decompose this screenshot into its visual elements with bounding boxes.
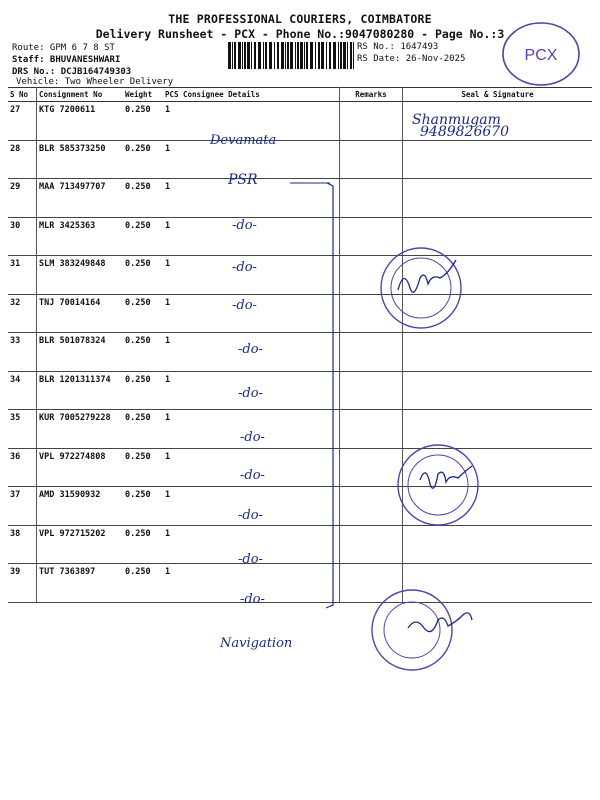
ditto-row38: -do-: [238, 552, 263, 567]
col-remarks: Remarks: [340, 88, 403, 102]
table-row: [8, 256, 592, 295]
cell-consignment: VPL 972274808: [37, 448, 124, 487]
ditto-row31: -do-: [232, 260, 257, 275]
ditto-row34: -do-: [238, 386, 263, 401]
barcode-bar: [304, 42, 305, 69]
cell-remarks: [340, 487, 403, 526]
cell-pcs: 1: [163, 448, 181, 487]
runsheet-subtitle: Delivery Runsheet - PCX - Phone No.:9047080280 - Page No.:3: [95, 27, 505, 41]
cell-weight: 0.250: [123, 333, 163, 372]
cell-pcs: 1: [163, 525, 181, 564]
barcode-bar: [300, 42, 303, 69]
cell-remarks: [340, 140, 403, 179]
cell-consignment: AMD 31590932: [37, 487, 124, 526]
cell-remarks: [340, 294, 403, 333]
ditto-row35: -do-: [240, 430, 265, 445]
cell-weight: 0.250: [123, 140, 163, 179]
barcode-bar: [277, 42, 279, 69]
cell-remarks: [340, 217, 403, 256]
cell-sno: 37: [8, 487, 37, 526]
cell-pcs: 1: [163, 564, 181, 603]
table-row: [8, 140, 592, 179]
cell-signature: [403, 525, 593, 564]
drs-label: DRS No.: DCJB164749303: [12, 67, 132, 77]
company-title: THE PROFESSIONAL COURIERS, COIMBATORE: [168, 12, 432, 26]
cell-sno: 30: [8, 217, 37, 256]
barcode-bar: [232, 42, 233, 69]
table-row: [8, 294, 592, 333]
pcx-stamp-text: PCX: [524, 47, 558, 64]
barcode-bar: [254, 42, 256, 69]
cell-sno: 29: [8, 179, 37, 218]
col-consignee: Consignee Details: [181, 88, 340, 102]
cell-weight: 0.250: [123, 179, 163, 218]
ditto-row37: -do-: [238, 508, 263, 523]
staff-label: Staff: BHUVANESHWARI: [12, 55, 121, 65]
cell-signature: [403, 564, 593, 603]
cell-remarks: [340, 256, 403, 295]
cell-pcs: 1: [163, 256, 181, 295]
barcode-bar: [281, 42, 284, 69]
col-signature: Seal & Signature: [403, 88, 593, 102]
cell-signature: [403, 140, 593, 179]
barcode-bar: [228, 42, 231, 69]
cell-consignee: [181, 294, 340, 333]
table-row: [8, 410, 592, 449]
col-pcs: PCS: [163, 88, 181, 102]
cell-pcs: 1: [163, 294, 181, 333]
table-row: [8, 525, 592, 564]
cell-signature: [403, 256, 593, 295]
col-consignment: Consignment No: [37, 88, 124, 102]
col-sno: S No: [8, 88, 37, 102]
barcode-bar: [287, 42, 289, 69]
barcode-bar: [318, 42, 320, 69]
cell-consignment: MAA 713497707: [37, 179, 124, 218]
vehicle-label: Vehicle: Two Wheeler Delivery: [16, 77, 174, 87]
cell-remarks: [340, 410, 403, 449]
ditto-row36: -do-: [240, 468, 265, 483]
cell-consignment: BLR 1201311374: [37, 371, 124, 410]
signature-name-row27: Shanmugam: [412, 112, 501, 128]
barcode-bar: [310, 42, 313, 69]
cell-sno: 33: [8, 333, 37, 372]
cell-pcs: 1: [163, 179, 181, 218]
barcode-bar: [258, 42, 261, 69]
cell-consignment: KUR 7005279228: [37, 410, 124, 449]
cell-pcs: 1: [163, 371, 181, 410]
consignee-row28: Devamata: [210, 133, 277, 148]
cell-signature: [403, 333, 593, 372]
table-row: [8, 179, 592, 218]
cell-signature: [403, 371, 593, 410]
cell-sno: 35: [8, 410, 37, 449]
cell-sno: 36: [8, 448, 37, 487]
barcode-bar: [285, 42, 286, 69]
barcode-bar: [238, 42, 241, 69]
barcode-bar: [290, 42, 293, 69]
cell-weight: 0.250: [123, 448, 163, 487]
barcode-bar: [295, 42, 296, 69]
barcode-bar: [269, 42, 272, 69]
pcx-stamp: [500, 20, 582, 88]
cell-signature: [403, 217, 593, 256]
cell-sno: 27: [8, 102, 37, 141]
table-header-row: [8, 88, 592, 102]
cell-sno: 38: [8, 525, 37, 564]
consignee-row39: Navigation: [220, 636, 293, 651]
table-row: [8, 487, 592, 526]
rs-date: RS Date: 26-Nov-2025: [357, 54, 466, 64]
barcode-bar: [340, 42, 342, 69]
cell-sno: 28: [8, 140, 37, 179]
cell-consignment: VPL 972715202: [37, 525, 124, 564]
cell-remarks: [340, 179, 403, 218]
cell-remarks: [340, 564, 403, 603]
barcode-bar: [326, 42, 327, 69]
cell-consignment: TNJ 70014164: [37, 294, 124, 333]
barcode-bar: [329, 42, 331, 69]
cell-consignment: KTG 7200611: [37, 102, 124, 141]
cell-consignment: SLM 383249848: [37, 256, 124, 295]
cell-pcs: 1: [163, 102, 181, 141]
consignee-row29: PSR: [228, 172, 258, 188]
cell-weight: 0.250: [123, 256, 163, 295]
table-row: [8, 217, 592, 256]
cell-sno: 32: [8, 294, 37, 333]
barcode-bar: [347, 42, 348, 69]
cell-weight: 0.250: [123, 294, 163, 333]
barcode-bar: [333, 42, 336, 69]
barcode-bar: [306, 42, 308, 69]
cell-signature: [403, 448, 593, 487]
cell-weight: 0.250: [123, 410, 163, 449]
barcode-image: [228, 42, 354, 69]
cell-consignment: BLR 585373250: [37, 140, 124, 179]
cell-consignment: MLR 3425363: [37, 217, 124, 256]
cell-sno: 39: [8, 564, 37, 603]
table-row: [8, 333, 592, 372]
barcode-bar: [242, 42, 243, 69]
cell-signature: [403, 294, 593, 333]
cell-weight: 0.250: [123, 217, 163, 256]
table-row: [8, 448, 592, 487]
route-label: Route: GPM 6 7 8 ST: [12, 43, 115, 53]
cell-remarks: [340, 371, 403, 410]
barcode-bar: [353, 42, 354, 69]
runsheet-table: [8, 87, 592, 603]
ditto-row39a: -do-: [240, 592, 265, 607]
cell-remarks: [340, 525, 403, 564]
cell-pcs: 1: [163, 217, 181, 256]
table-row: [8, 371, 592, 410]
cell-signature: [403, 487, 593, 526]
barcode-bar: [244, 42, 246, 69]
cell-remarks: [340, 448, 403, 487]
barcode-bar: [263, 42, 264, 69]
ditto-row33: -do-: [238, 342, 263, 357]
cell-weight: 0.250: [123, 487, 163, 526]
cell-weight: 0.250: [123, 525, 163, 564]
col-weight: Weight: [123, 88, 163, 102]
cell-consignee: [181, 217, 340, 256]
cell-pcs: 1: [163, 140, 181, 179]
barcode-bar: [297, 42, 299, 69]
ditto-row32: -do-: [232, 298, 257, 313]
rs-number: RS No.: 1647493: [357, 42, 439, 52]
ditto-row30: -do-: [232, 218, 257, 233]
cell-consignee: [181, 256, 340, 295]
cell-consignment: BLR 501078324: [37, 333, 124, 372]
barcode-bar: [350, 42, 352, 69]
cell-pcs: 1: [163, 487, 181, 526]
cell-sno: 31: [8, 256, 37, 295]
barcode-bar: [343, 42, 346, 69]
cell-signature: [403, 410, 593, 449]
cell-signature: [403, 179, 593, 218]
barcode-bar: [265, 42, 267, 69]
barcode-bar: [338, 42, 339, 69]
barcode-bar: [234, 42, 236, 69]
cell-sno: 34: [8, 371, 37, 410]
barcode-bar: [321, 42, 324, 69]
cell-consignment: TUT 7363897: [37, 564, 124, 603]
cell-weight: 0.250: [123, 564, 163, 603]
cell-remarks: [340, 333, 403, 372]
cell-remarks: [340, 102, 403, 141]
signature-phone-row27: 9489826670: [420, 124, 510, 140]
cell-weight: 0.250: [123, 371, 163, 410]
cell-weight: 0.250: [123, 102, 163, 141]
cell-consignee: [181, 179, 340, 218]
barcode-bar: [251, 42, 252, 69]
cell-pcs: 1: [163, 333, 181, 372]
table-row: [8, 564, 592, 603]
barcode-bar: [315, 42, 316, 69]
barcode-bar: [274, 42, 275, 69]
cell-pcs: 1: [163, 410, 181, 449]
barcode-bar: [247, 42, 250, 69]
